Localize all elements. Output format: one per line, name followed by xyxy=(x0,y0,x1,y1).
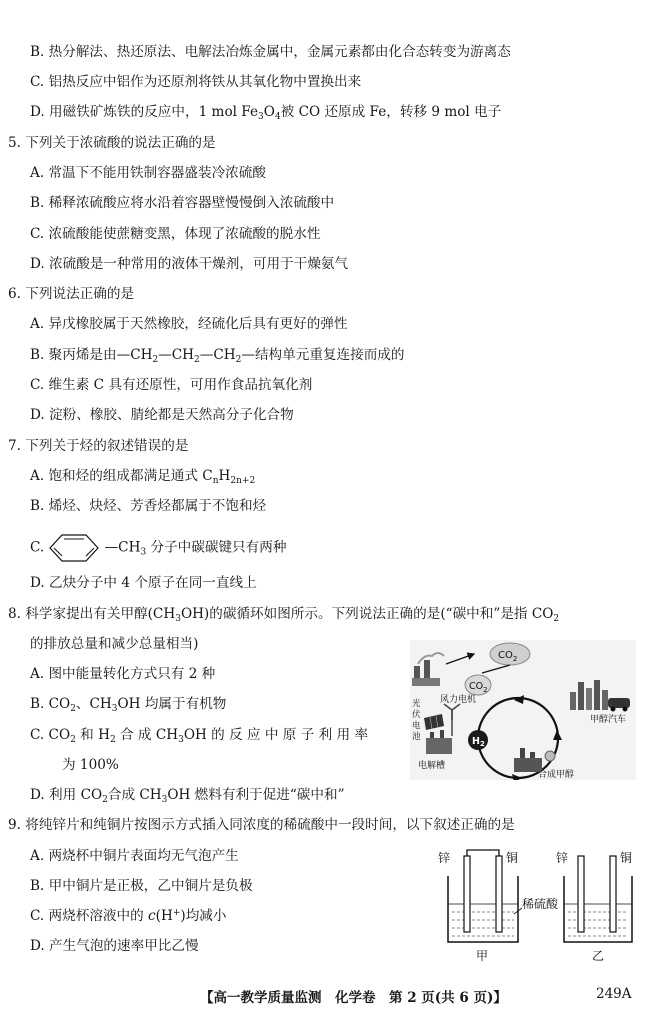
q8-d-sub: 2 xyxy=(102,795,108,805)
q9-option-b: B. 甲中铜片是正极，乙中铜片是负极 xyxy=(30,878,253,894)
carbon-cycle-figure xyxy=(410,640,636,780)
q6-b-text: —结构单元重复连接而成的 xyxy=(241,347,405,363)
q4-option-c: C. 铝热反应中铝作为还原剂将铁从其氧化物中置换出来 xyxy=(30,74,362,90)
q6-b-sub: 2 xyxy=(152,355,159,365)
q8-c-text: 合 成 CH xyxy=(115,727,179,743)
q8-stem-text: 8. 科学家提出有关甲醇(CH xyxy=(8,606,176,622)
q8-b-sub: 3 xyxy=(111,704,118,714)
q6-option-b xyxy=(30,345,405,365)
q7-a-text: H xyxy=(218,468,231,484)
q8-b-text: B. CO xyxy=(30,696,71,712)
q7-option-a xyxy=(30,466,255,486)
zinc-label-jia: 锌 xyxy=(438,851,451,865)
q8-d-text: 合成 CH xyxy=(107,787,162,803)
q8-d-text: OH 燃料有利于促进“碳中和” xyxy=(167,787,345,803)
q7-option-c xyxy=(30,533,286,563)
page-footer: 【高一教学质量监测 化学卷 第 2 页(共 6 页)】 xyxy=(200,990,507,1006)
acid-label: 稀硫酸 xyxy=(522,897,559,911)
q8-stem-sub: 3 xyxy=(175,614,181,624)
q5-option-a: A. 常温下不能用铁制容器盛装冷浓硫酸 xyxy=(30,165,266,181)
zinc-label-yi: 锌 xyxy=(556,851,569,865)
q4-option-b: B. 热分解法、热还原法、电解法冶炼金属中，金属元素都由化合态转变为游离态 xyxy=(30,44,511,60)
q8-option-a: A. 图中能量转化方式只有 2 种 xyxy=(30,666,216,682)
h2-label: $H_2$ xyxy=(472,736,485,748)
q9-stem: 9. 将纯锌片和纯铜片按图示方式插入同浓度的稀硫酸中一段时间，以下叙述正确的是 xyxy=(8,817,515,833)
q5-option-c: C. 浓硫酸能使蔗糖变黑，体现了浓硫酸的脱水性 xyxy=(30,226,321,242)
solar-label-2: 伏 xyxy=(412,710,421,720)
q9-option-a: A. 两烧杯中铜片表面均无气泡产生 xyxy=(30,848,239,864)
q7-option-d: D. 乙炔分子中 4 个原子在同一直线上 xyxy=(30,575,257,591)
q8-option-c-cont: 为 100% xyxy=(62,757,119,773)
q4-d-text: D. 用磁铁矿炼铁的反应中，1 mol Fe xyxy=(30,104,259,120)
q6-b-sub: 2 xyxy=(235,355,242,365)
q4-option-d xyxy=(30,102,501,122)
q8-option-c xyxy=(30,725,368,745)
q8-d-sub: 3 xyxy=(161,795,168,805)
q7-a-text: A. 饱和烃的组成都满足通式 C xyxy=(30,468,213,484)
q9-option-d: D. 产生气泡的速率甲比乙慢 xyxy=(30,938,199,954)
q7-c-sub: 3 xyxy=(140,547,147,558)
co2-top-label: $CO_2$ xyxy=(498,650,518,663)
q8-stem-sub: 2 xyxy=(553,614,560,624)
q9-option-c xyxy=(30,906,226,926)
synthesis-label: 合成甲醇 xyxy=(538,770,575,780)
q6-b-text: B. 聚丙烯是由—CH xyxy=(30,347,153,363)
q7-c-text: 分子中碳碳键只有两种 xyxy=(146,539,287,556)
q6-b-text: —CH xyxy=(199,347,236,363)
q8-b-sub: 2 xyxy=(70,704,76,714)
q5-option-b: B. 稀释浓硫酸应将水沿着容器壁慢慢倒入浓硫酸中 xyxy=(30,195,335,211)
q8-c-text: 和 H xyxy=(75,727,110,743)
q8-option-d xyxy=(30,785,345,805)
q8-d-text: D. 利用 CO xyxy=(30,787,103,803)
co2-mid-label: $CO_2$ xyxy=(469,681,488,694)
q4-d-sub: 3 xyxy=(258,112,264,122)
q8-c-sub: 3 xyxy=(178,735,184,745)
copper-label-yi: 铜 xyxy=(620,851,633,865)
q7-option-b: B. 烯烃、炔烃、芳香烃都属于不饱和烃 xyxy=(30,498,267,514)
solar-label-1: 光 xyxy=(412,699,421,709)
q9-c-italic: c xyxy=(148,908,156,924)
electrolysis-label: 电解槽 xyxy=(418,761,446,771)
copper-label-jia: 铜 xyxy=(506,851,519,865)
q4-d-text: O xyxy=(263,104,275,120)
q6-option-d: D. 淀粉、橡胶、腈纶都是天然高分子化合物 xyxy=(30,407,294,423)
q7-c-text: —CH xyxy=(104,539,141,556)
q9-c-text: )均减小 xyxy=(180,908,227,924)
solar-label-3: 电 xyxy=(412,721,421,731)
q9-c-text: (H xyxy=(155,908,173,924)
q9-c-sup: + xyxy=(172,908,181,918)
q7-a-sub: 2n+2 xyxy=(230,476,256,486)
q8-b-text: OH 均属于有机物 xyxy=(117,696,227,712)
q6-option-a: A. 异戊橡胶属于天然橡胶，经硫化后具有更好的弹性 xyxy=(30,316,348,332)
beaker-jia-label: 甲 xyxy=(476,949,489,963)
q6-option-c: C. 维生素 C 具有还原性，可用作食品抗氧化剂 xyxy=(30,377,313,393)
benzene-ring-icon xyxy=(49,533,105,563)
q8-c-sub: 2 xyxy=(70,735,76,745)
q8-c-sub: 2 xyxy=(109,735,116,745)
q7-stem: 7. 下列关于烃的叙述错误的是 xyxy=(8,438,189,454)
car-label: 甲醇汽车 xyxy=(590,715,627,725)
paper-code: 249A xyxy=(596,986,632,1002)
beaker-yi-label: 乙 xyxy=(592,949,605,963)
q6-stem: 6. 下列说法正确的是 xyxy=(8,286,135,302)
q6-b-text: —CH xyxy=(158,347,195,363)
q8-c-text: C. CO xyxy=(30,727,71,743)
q4-d-sub: 4 xyxy=(274,112,281,122)
q8-stem-text: OH)的碳循环如图所示。下列说法正确的是(“碳中和”是指 CO xyxy=(180,606,554,622)
q8-c-text: OH 的 反 应 中 原 子 利 用 率 xyxy=(183,727,369,743)
q8-option-b xyxy=(30,694,226,714)
q7-c-label: C. xyxy=(30,539,45,556)
q6-b-sub: 2 xyxy=(194,355,200,365)
q4-d-text: 被 CO 还原成 Fe，转移 9 mol 电子 xyxy=(280,104,502,120)
q5-option-d: D. 浓硫酸是一种常用的液体干燥剂，可用于干燥氨气 xyxy=(30,256,349,272)
q8-stem xyxy=(8,604,559,624)
beaker-yi xyxy=(564,856,632,942)
q8-stem-cont: 的排放总量和减少总量相当) xyxy=(30,636,199,652)
wind-power-label: 风力电机 xyxy=(440,695,477,705)
q9-c-text: C. 两烧杯溶液中的 xyxy=(30,908,149,924)
q5-stem: 5. 下列关于浓硫酸的说法正确的是 xyxy=(8,135,216,151)
q7-a-sub: n xyxy=(212,476,219,486)
beaker-figure xyxy=(430,846,640,972)
q8-b-text: 、CH xyxy=(75,696,112,712)
solar-label-4: 池 xyxy=(412,732,421,742)
